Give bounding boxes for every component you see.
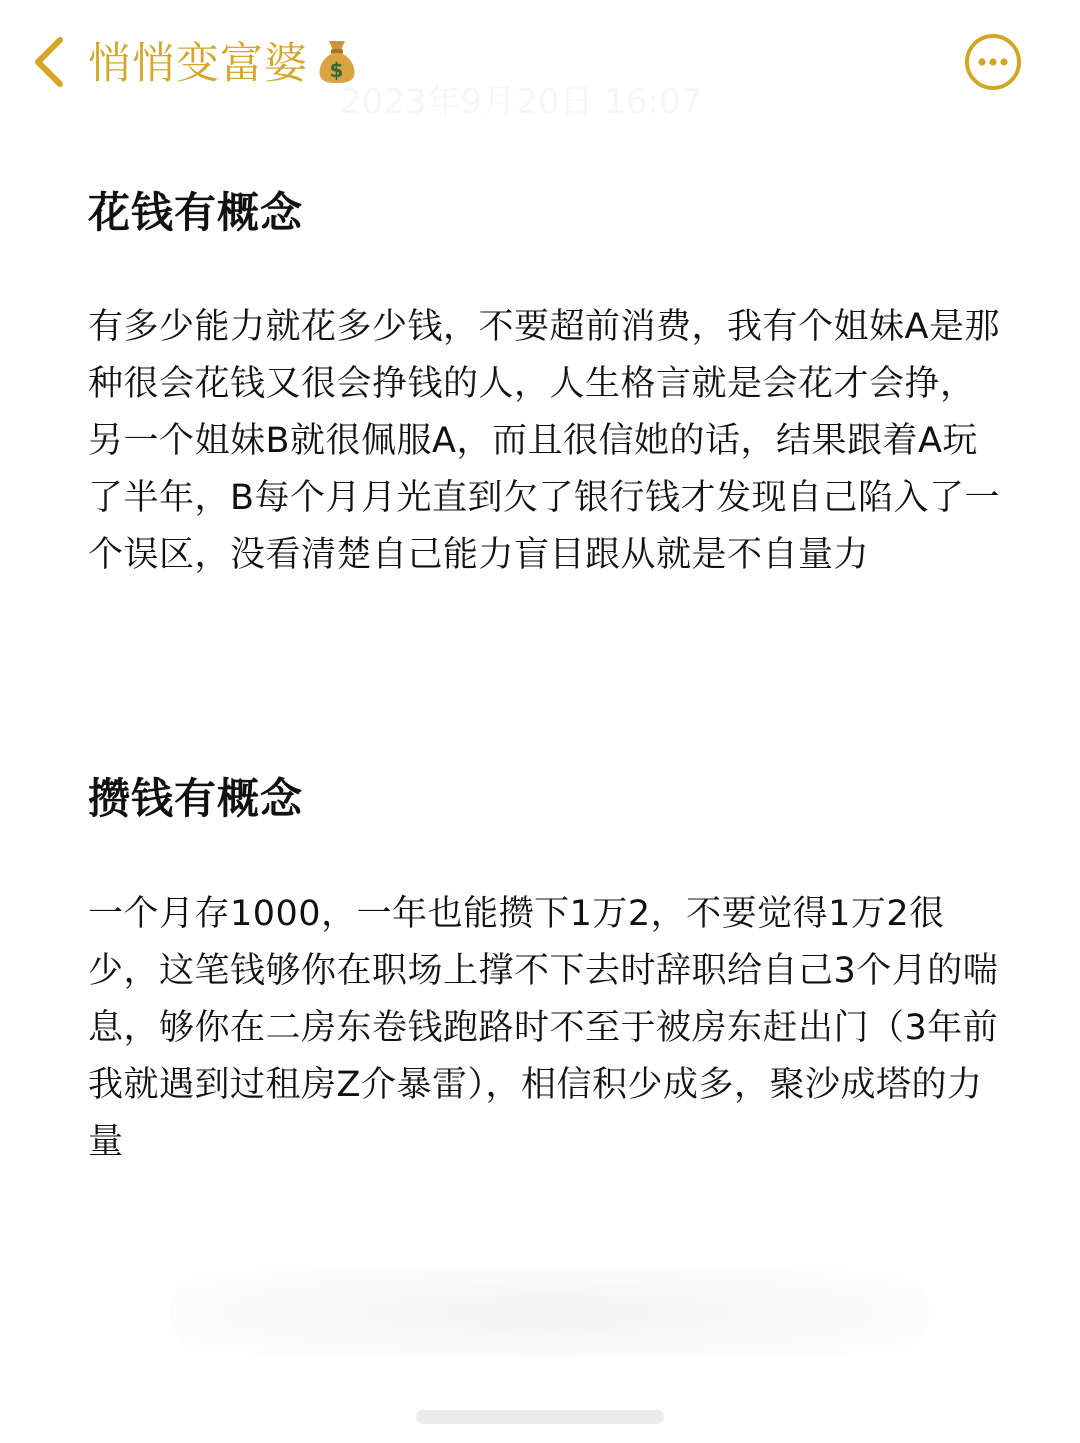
top-navigation-bar <box>0 0 1080 130</box>
chevron-left-icon <box>28 34 72 90</box>
more-options-button[interactable] <box>964 33 1022 91</box>
section-heading-saving: 攒钱有概念 <box>88 774 304 823</box>
bottom-fade-overlay <box>170 1268 930 1358</box>
folder-title-text: 悄悄变富婆 <box>88 38 308 89</box>
back-button[interactable] <box>28 34 72 90</box>
section-heading-spending: 花钱有概念 <box>88 188 304 237</box>
note-date: 2023年9月20日 16:07 <box>340 82 703 122</box>
section-body-saving: 一个月存1000，一年也能攒下1万2，不要觉得1万2很少，这笔钱够你在职场上撑不下去时辞职给自己3个月的喘息，够你在二房东卷钱跑路时不至于被房东赶出门（3年前我就遇到过租房Z介暴雷），相信积少成多，聚沙成塔的力量 <box>88 894 999 1162</box>
ellipsis-circle-icon <box>964 33 1022 91</box>
section-body-spending: 有多少能力就花多少钱，不要超前消费，我有个姐妹A是那种很会花钱又很会挣钱的人，人生格言就是会花才会挣，另一个姐妹B就很佩服A，而且很信她的话，结果跟着A玩了半年，B每个月月光直到欠了银行钱才发现自己陷入了一个误区，没看清楚自己能力盲目跟从就是不自量力 <box>88 307 1001 575</box>
svg-text:$: $ <box>329 58 345 82</box>
home-indicator <box>416 1410 664 1424</box>
folder-title-link[interactable] <box>88 30 358 90</box>
